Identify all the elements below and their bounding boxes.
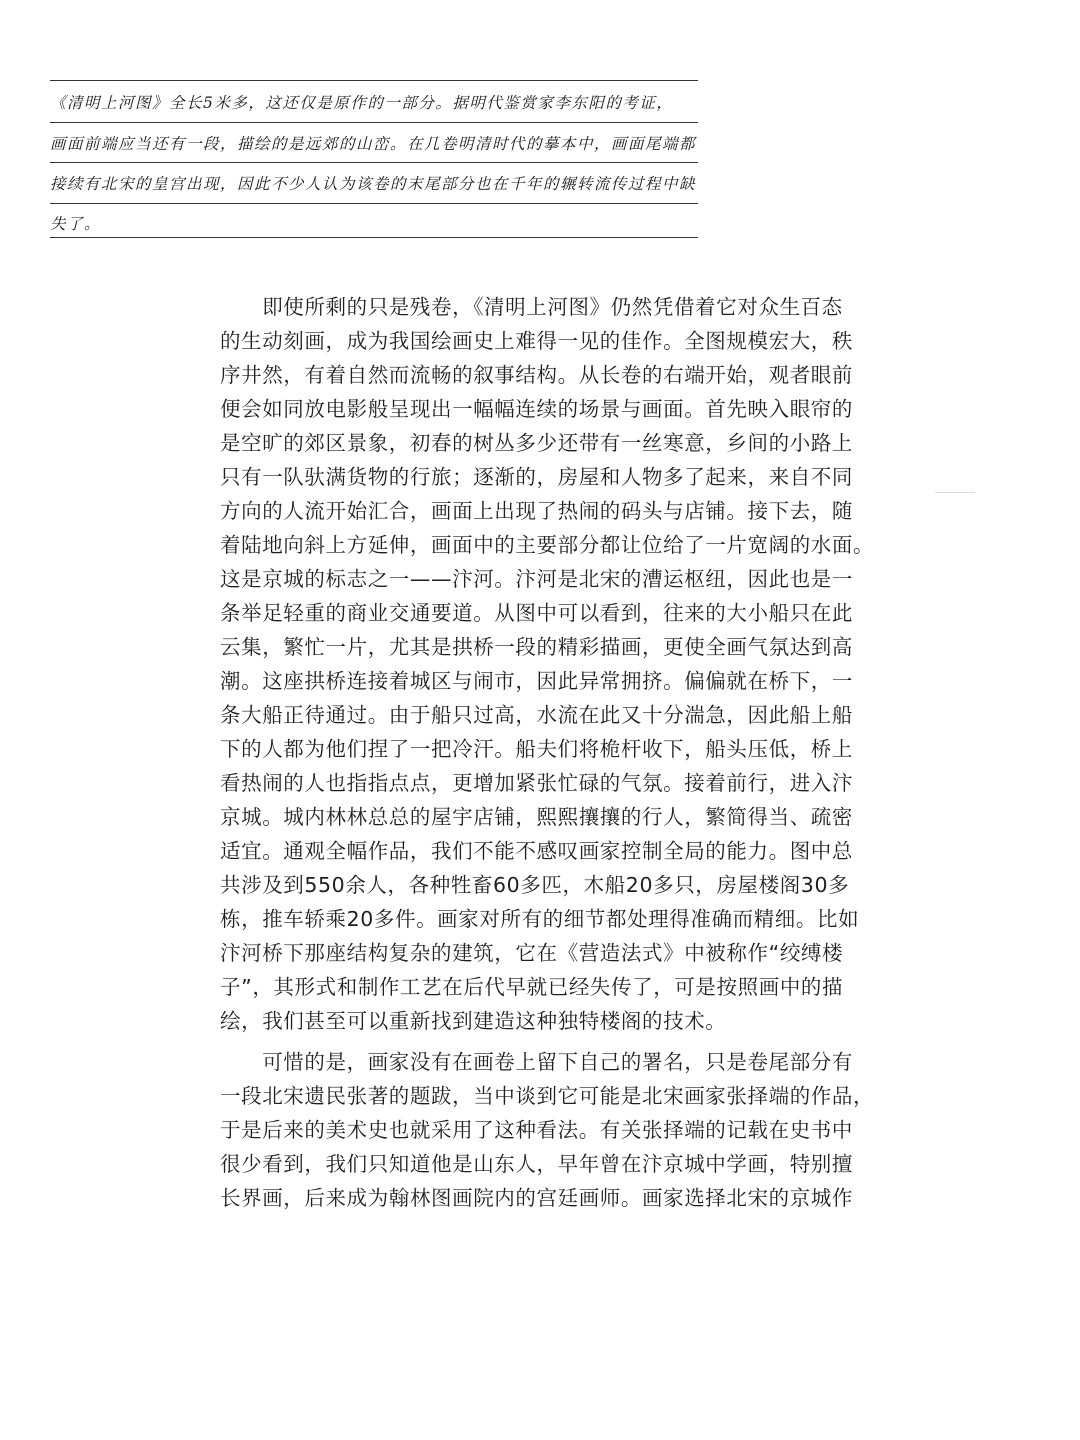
caption-rule bbox=[50, 162, 698, 163]
body-line: 看热闹的人也指指点点，更增加紧张忙碌的气氛。接着前行，进入汴 bbox=[220, 771, 853, 795]
body-line: 于是后来的美术史也就采用了这种看法。有关张择端的记载在史书中 bbox=[220, 1118, 853, 1142]
body-line: 一段北宋遗民张著的题跋，当中谈到它可能是北宋画家张择端的作品， bbox=[220, 1084, 875, 1108]
body-line: 是空旷的郊区景象，初春的树丛多少还带有一丝寒意，乡间的小路上 bbox=[220, 431, 853, 455]
body-line: 栋，推车轿乘20多件。画家对所有的细节都处理得准确而精细。比如 bbox=[220, 907, 860, 931]
body-line: 这是京城的标志之一——汴河。汴河是北宋的漕运枢纽，因此也是一 bbox=[220, 567, 853, 591]
body-line: 子”，其形式和制作工艺在后代早就已经失传了，可是按照画中的描 bbox=[220, 975, 844, 999]
body-line: 云集，繁忙一片，尤其是拱桥一段的精彩描画，更使全画气氛达到高 bbox=[220, 635, 853, 659]
body-line: 共涉及到550余人，各种牲畜60多匹，木船20多只，房屋楼阁30多 bbox=[220, 873, 850, 897]
caption-rule bbox=[50, 122, 698, 123]
caption-line: 《清明上河图》全长5米多，这还仅是原作的一部分。据明代鉴赏家李东阳的考证， bbox=[50, 94, 674, 112]
body-line: 京城。城内林林总总的屋宇店铺，熙熙攘攘的行人，繁简得当、疏密 bbox=[220, 805, 853, 829]
body-line: 即使所剩的只是残卷，《清明上河图》仍然凭借着它对众生百态 bbox=[220, 295, 843, 319]
caption-top-rule bbox=[50, 80, 698, 81]
body-line: 长界画，后来成为翰林图画院内的宫廷画师。画家选择北宋的京城作 bbox=[220, 1186, 853, 1210]
body-line: 条大船正待通过。由于船只过高，水流在此又十分湍急，因此船上船 bbox=[220, 703, 853, 727]
body-line: 绘，我们甚至可以重新找到建造这种独特楼阁的技术。 bbox=[220, 1009, 727, 1033]
caption-line: 失了。 bbox=[50, 215, 102, 233]
body-line: 可惜的是，画家没有在画卷上留下自己的署名，只是卷尾部分有 bbox=[220, 1050, 853, 1074]
body-line: 方向的人流开始汇合，画面上出现了热闹的码头与店铺。接下去，随 bbox=[220, 499, 853, 523]
body-line: 下的人都为他们捏了一把冷汗。船夫们将桅杆收下，船头压低，桥上 bbox=[220, 737, 853, 761]
body-line: 的生动刻画，成为我国绘画史上难得一见的佳作。全图规模宏大，秩 bbox=[220, 329, 853, 353]
body-line: 条举足轻重的商业交通要道。从图中可以看到，往来的大小船只在此 bbox=[220, 601, 853, 625]
body-line: 汴河桥下那座结构复杂的建筑，它在《营造法式》中被称作“绞缚楼 bbox=[220, 941, 844, 965]
body-line: 着陆地向斜上方延伸，画面中的主要部分都让位给了一片宽阔的水面。 bbox=[220, 533, 875, 557]
body-line: 便会如同放电影般呈现出一幅幅连续的场景与画面。首先映入眼帘的 bbox=[220, 397, 853, 421]
body-line: 只有一队驮满货物的行旅；逐渐的，房屋和人物多了起来，来自不同 bbox=[220, 465, 853, 489]
scan-edge-mark bbox=[935, 492, 975, 493]
body-line: 很少看到，我们只知道他是山东人，早年曾在汴京城中学画，特别擅 bbox=[220, 1152, 853, 1176]
caption-bottom-rule bbox=[50, 237, 698, 238]
body-line: 序井然，有着自然而流畅的叙事结构。从长卷的右端开始，观者眼前 bbox=[220, 363, 853, 387]
caption-line: 接续有北宋的皇宫出现，因此不少人认为该卷的末尾部分也在千年的辗转流传过程中缺 bbox=[50, 175, 697, 193]
body-line: 适宜。通观全幅作品，我们不能不感叹画家控制全局的能力。图中总 bbox=[220, 839, 853, 863]
caption-rule bbox=[50, 203, 698, 204]
body-line: 潮。这座拱桥连接着城区与闹市，因此异常拥挤。偏偏就在桥下，一 bbox=[220, 669, 853, 693]
caption-line: 画面前端应当还有一段，描绘的是远郊的山峦。在几卷明清时代的摹本中，画面尾端都 bbox=[50, 135, 697, 153]
